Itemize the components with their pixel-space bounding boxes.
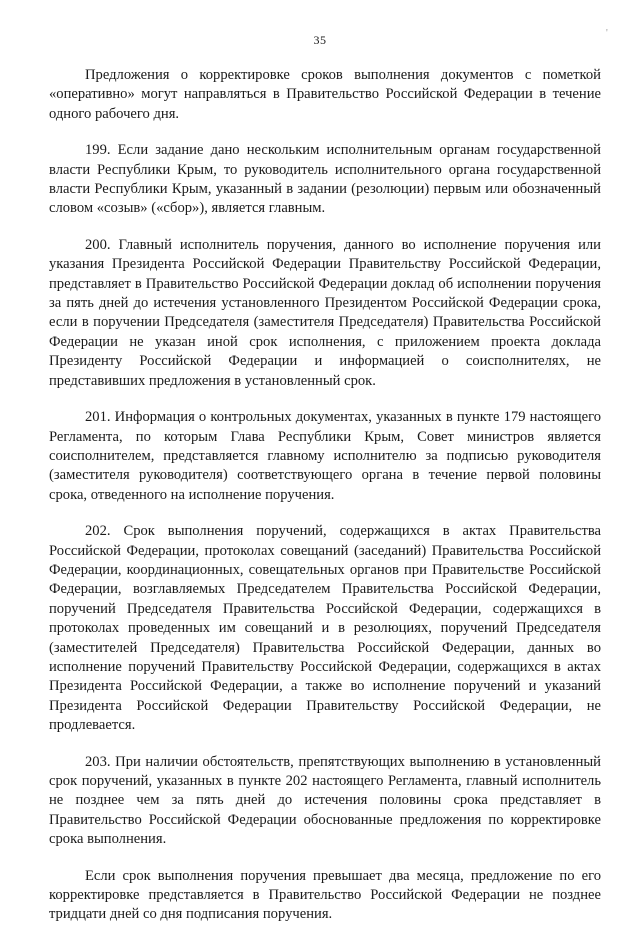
paragraph-199: 199. Если задание дано нескольким исполнительным органам государственной власти Республики Крым, то руководитель исполнительного органа государственной власти Республики Крым, указанный в задании (резолюции) первым или обозначенный словом «созыв» («сбор»), является главным. (49, 142, 601, 217)
paragraph-202: 202. Срок выполнения поручений, содержащихся в актах Правительства Российской Федерации, протоколах совещаний (заседаний) Правительства Российской Федерации, координационных, совещательных органов при Правительстве Российской Федерации, возглавляемых Председателем Правительства Российской Федерации, поручений Председателя Правительства Российской Федерации, содержащихся в протоколах проведенных им совещаний и в резолюциях, поручений Председателя (заместителей Председателя) Правительства Российской Федерации, данных во исполнение поручений Правительству Российской Федерации, содержащихся в актах Президента Российской Федерации, а также во исполнение поручений и указаний Президента Российской Федерации Правительству Российской Федерации, не продлевается. (49, 523, 601, 734)
paragraph-deadline-extension: Если срок выполнения поручения превышает два месяца, предложение по его корректировке представляется в Правительство Российской Федерации не позднее тридцати дней со дня подписания поручения. (49, 867, 601, 923)
paragraph-200: 200. Главный исполнитель поручения, данного во исполнение поручения или указания Президента Российской Федерации Правительству Российской Федерации, представляет в Правительство Российской Федерации доклад об исполнении поручения за пять дней до истечения установленного Президентом Российской Федерации срока, если в поручении Председателя (заместителя Председателя) Правительства Российской Федерации не указан иной срок исполнения, с приложением проекта доклада Президенту Российской Федерации и информацией о соисполнителях, не представивших предложения в установленный срок. (49, 236, 601, 389)
paragraph-correction-proposals: Предложения о корректировке сроков выполнения документов с пометкой «оперативно» могут направляться в Правительство Российской Федерации в течение одного рабочего дня. (49, 67, 601, 122)
paragraph-201: 201. Информация о контрольных документах, указанных в пункте 179 настоящего Регламента, по которым Глава Республики Крым, Совет министров является соисполнителем, представляется главному исполнителю за подписью руководителя (заместителя руководителя) соответствующего органа в течение первой половины срока, отведенного на исполнение поручения. (49, 409, 601, 503)
paragraph-203: 203. При наличии обстоятельств, препятствующих выполнению в установленный срок поручений, указанных в пункте 202 настоящего Регламента, главный исполнитель не позднее чем за пять дней до истечения половины срока представляет в Правительство Российской Федерации обоснованные предложения по корректировке срока выполнения. (49, 753, 601, 848)
page-number: 35 (313, 33, 327, 47)
scan-corner-mark: ' (606, 28, 608, 39)
document-body (49, 66, 601, 942)
